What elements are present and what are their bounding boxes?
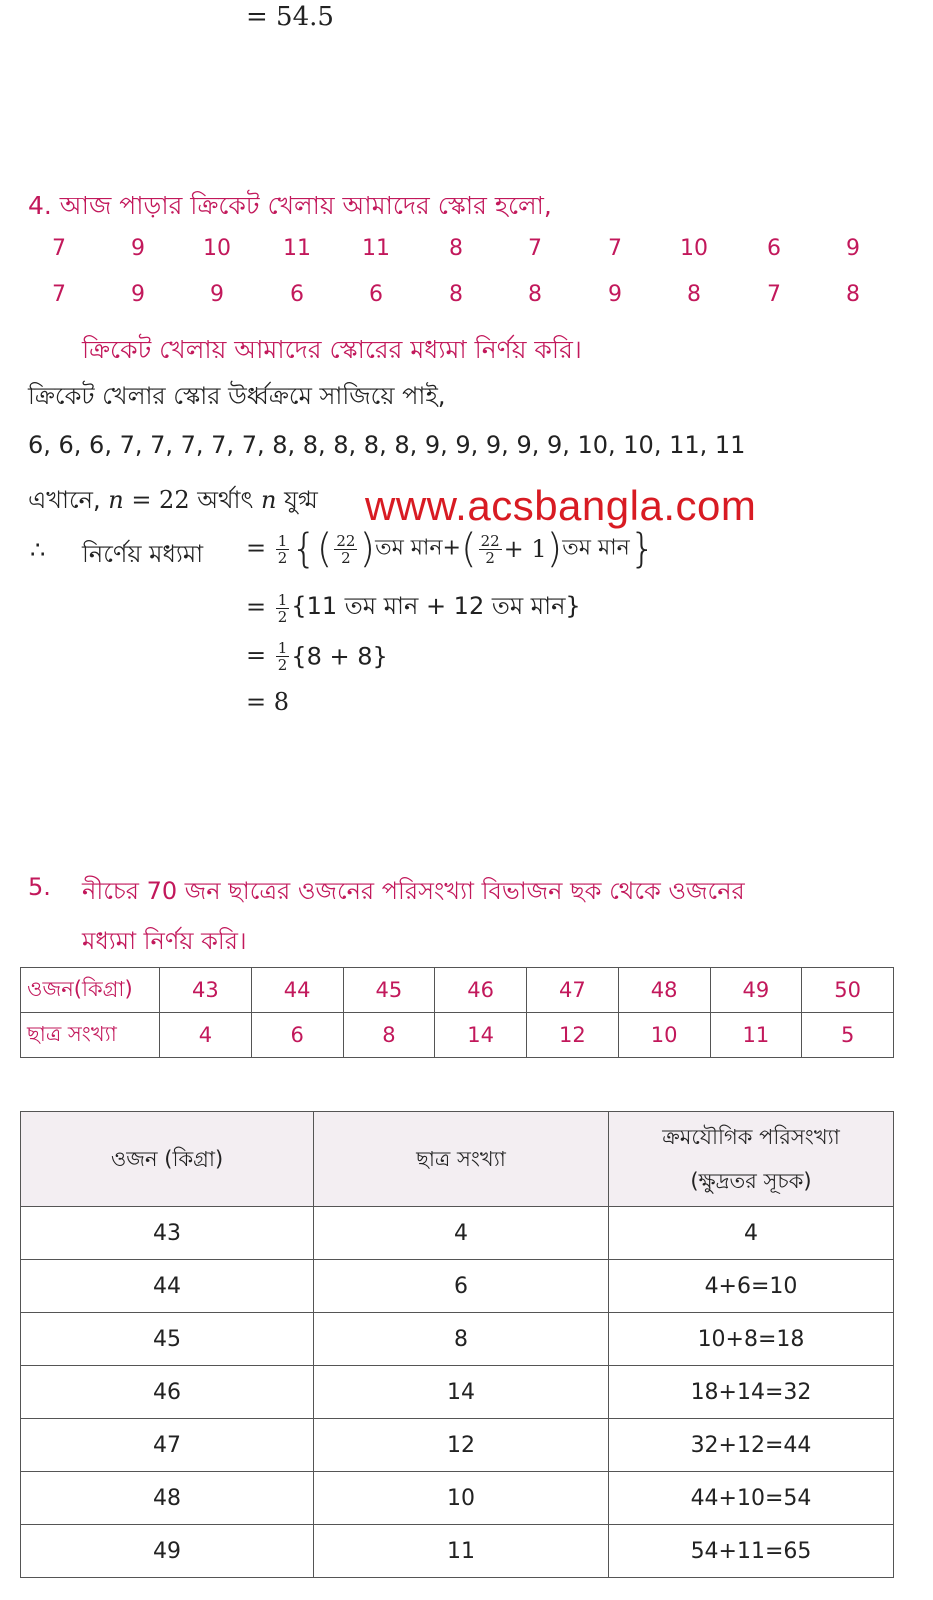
count-cell: 11 [710, 1013, 802, 1058]
score-cell: 10 [680, 236, 708, 261]
count-cell: 5 [802, 1013, 894, 1058]
weight-cell: 50 [802, 968, 894, 1013]
count-cell: 8 [314, 1313, 609, 1366]
score-cell: 7 [767, 282, 781, 307]
median-step-3 [246, 640, 388, 673]
score-cell: 8 [449, 236, 463, 261]
score-cell: 8 [528, 282, 542, 307]
cumulative-cell: 32+12=44 [609, 1419, 894, 1472]
score-cell: 6 [290, 282, 304, 307]
cumulative-cell: 18+14=32 [609, 1366, 894, 1419]
table-header-row [21, 1112, 894, 1207]
score-cell: 10 [203, 236, 231, 261]
question-5-title-line-2: মধ্যমা নির্ণয় করি। [82, 927, 247, 955]
equals-sign: = [246, 641, 267, 670]
step-3-expression: {8 + 8} [291, 642, 388, 671]
table-row [21, 1013, 894, 1058]
score-cell: 6 [369, 282, 383, 307]
count-cell: 4 [314, 1207, 609, 1260]
weight-cell: 46 [21, 1366, 314, 1419]
score-cell: 11 [362, 236, 390, 261]
previous-result-equation: = 54.5 [246, 2, 334, 32]
fraction-22-over-2: $\frac{22}{2}$ [480, 531, 500, 567]
score-cell: 7 [52, 236, 66, 261]
count-cell: 10 [618, 1013, 710, 1058]
equals-sign: = [246, 534, 267, 562]
count-cell: 10 [314, 1472, 609, 1525]
step-2-expression: {11 তম মান + 12 তম মান} [291, 592, 581, 620]
score-cell: 11 [283, 236, 311, 261]
fraction-22-over-2: $\frac{22}{2}$ [336, 531, 356, 567]
table-row [21, 1366, 894, 1419]
score-cell: 9 [608, 282, 622, 307]
fraction-half: $\frac{1}{2}$ [277, 639, 288, 674]
fraction-half: $\frac{1}{2}$ [277, 590, 288, 626]
count-column-header: ছাত্র সংখ্যা [314, 1112, 609, 1207]
count-cell: 8 [343, 1013, 435, 1058]
sorted-intro: ক্রিকেট খেলার স্কোর উর্ধ্বক্রমে সাজিয়ে পাই, [28, 382, 446, 410]
count-cell: 11 [314, 1525, 609, 1578]
question-5-number: 5. [28, 873, 51, 901]
count-cell: 6 [251, 1013, 343, 1058]
cumulative-frequency-table [20, 1111, 894, 1578]
n-statement [28, 482, 318, 522]
weight-frequency-table [20, 967, 894, 1058]
score-cell: 9 [131, 236, 145, 261]
weight-cell: 46 [435, 968, 527, 1013]
count-cell: 6 [314, 1260, 609, 1313]
score-cell: 7 [52, 282, 66, 307]
table-row [21, 1207, 894, 1260]
weight-cell: 45 [21, 1313, 314, 1366]
close-paren: ) [546, 526, 563, 572]
median-step-2 [246, 588, 581, 628]
count-cell: 14 [435, 1013, 527, 1058]
scores-row-1 [0, 236, 933, 266]
equals-sign: = [246, 593, 267, 621]
cumulative-cell: 4+6=10 [609, 1260, 894, 1313]
weight-column-header: ওজন (কিগ্রা) [21, 1112, 314, 1207]
therefore-symbol: ∴ [30, 536, 46, 564]
even-label: যুগ্ম [276, 486, 318, 514]
weight-cell: 44 [21, 1260, 314, 1313]
close-paren: ) [359, 526, 376, 572]
watermark: www.acsbangla.com [365, 482, 757, 529]
score-cell: 7 [528, 236, 542, 261]
question-4-task: ক্রিকেট খেলায় আমাদের স্কোরের মধ্যমা নির্ণয় করি। [82, 335, 582, 364]
cumulative-header-line-2: (ক্ষুদ্রতর সূচক) [690, 1169, 812, 1193]
cumulative-header-line-1: ক্রমযৌগিক পরিসংখ্যা [662, 1125, 840, 1149]
weight-cell: 44 [251, 968, 343, 1013]
term-1-label: তম মান+ [375, 535, 461, 561]
weight-cell: 48 [21, 1472, 314, 1525]
score-cell: 9 [210, 282, 224, 307]
sorted-scores: 6, 6, 6, 7, 7, 7, 7, 7, 8, 8, 8, 8, 8, 9, 9, 9, 9, 9, 10, 10, 11, 11 [28, 431, 746, 459]
score-cell: 6 [767, 236, 781, 261]
open-brace: { [291, 526, 317, 572]
cumulative-cell: 44+10=54 [609, 1472, 894, 1525]
count-cell: 12 [314, 1419, 609, 1472]
weight-cell: 45 [343, 968, 435, 1013]
question-5-title-line-1: নীচের 70 জন ছাত্রের ওজনের পরিসংখ্যা বিভাজন ছক থেকে ওজনের [82, 877, 745, 905]
table-row [21, 1419, 894, 1472]
weight-cell: 48 [618, 968, 710, 1013]
n-variable: n [260, 486, 277, 514]
table-row [21, 1313, 894, 1366]
score-cell: 7 [608, 236, 622, 261]
count-cell: 4 [160, 1013, 252, 1058]
weight-cell: 43 [160, 968, 252, 1013]
score-cell: 9 [131, 282, 145, 307]
count-header-cell: ছাত্র সংখ্যা [21, 1013, 160, 1058]
weight-cell: 49 [710, 968, 802, 1013]
here-label: এখানে, [28, 486, 109, 514]
weight-cell: 47 [527, 968, 619, 1013]
table-row [21, 1525, 894, 1578]
cumulative-cell: 4 [609, 1207, 894, 1260]
cumulative-cell: 54+11=65 [609, 1525, 894, 1578]
table-row [21, 1472, 894, 1525]
median-step-4: = 8 [246, 688, 290, 716]
open-paren: ( [460, 526, 477, 572]
count-cell: 14 [314, 1366, 609, 1419]
plus-one: + 1 [503, 535, 547, 563]
term-2-label: তম মান [562, 535, 630, 561]
scores-row-2 [0, 282, 933, 312]
weight-header-cell: ওজন(কিগ্রা) [21, 968, 160, 1013]
median-label: নির্ণেয় মধ্যমা [82, 540, 204, 568]
weight-cell: 47 [21, 1419, 314, 1472]
median-step-1 [246, 526, 655, 572]
weight-cell: 43 [21, 1207, 314, 1260]
cumulative-column-header [609, 1112, 894, 1207]
score-cell: 9 [846, 236, 860, 261]
score-cell: 8 [687, 282, 701, 307]
table-row [21, 1260, 894, 1313]
count-cell: 12 [527, 1013, 619, 1058]
weight-cell: 49 [21, 1525, 314, 1578]
score-cell: 8 [846, 282, 860, 307]
n-variable: n [108, 486, 124, 514]
close-brace: } [629, 526, 656, 572]
fraction-half: $\frac{1}{2}$ [277, 531, 288, 567]
n-equals: = 22 অর্থাৎ [123, 486, 261, 514]
cumulative-cell: 10+8=18 [609, 1313, 894, 1366]
table-row [21, 968, 894, 1013]
score-cell: 8 [449, 282, 463, 307]
question-4-title: 4. আজ পাড়ার ক্রিকেট খেলায় আমাদের স্কোর হলো, [28, 191, 552, 220]
open-paren: ( [316, 526, 333, 572]
